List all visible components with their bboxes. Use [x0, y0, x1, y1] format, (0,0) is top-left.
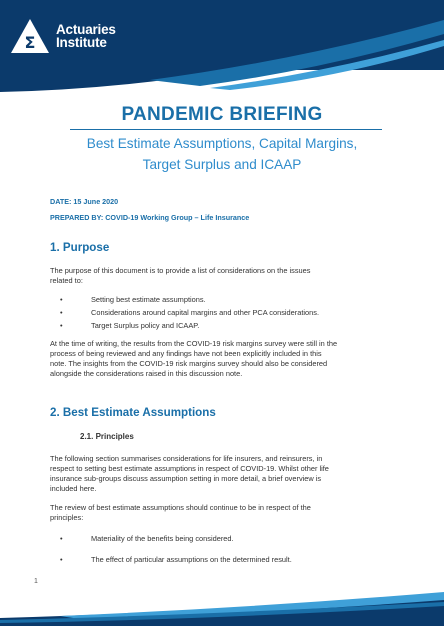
sigma-triangle-icon	[10, 18, 50, 54]
principles-paragraph-1: The following section summarises considerations for life insurers, and reinsurers, in respect to setting best estimate assumptions in respect of COVID-19. Whilst other life insurance sub-groups discuss assumption setting in more detail, a brief overview is included here.	[50, 454, 329, 493]
section-heading-best-estimate: 2. Best Estimate Assumptions	[50, 406, 216, 419]
prepared-by: PREPARED BY: COVID-19 Working Group – Life Insurance	[50, 213, 250, 222]
document-title: PANDEMIC BRIEFING	[121, 104, 323, 125]
footer-banner	[0, 592, 444, 626]
subtitle-line-2: Target Surplus and ICAAP	[142, 157, 302, 172]
svg-text:Σ: Σ	[24, 33, 36, 52]
principles-paragraph-2: The review of best estimate assumptions should continue to be in respect of the principles:	[50, 503, 311, 522]
subsection-heading-principles: 2.1. Principles	[80, 432, 134, 441]
title-divider	[70, 129, 382, 130]
document-date: DATE: 15 June 2020	[50, 197, 119, 206]
subtitle-line-1: Best Estimate Assumptions, Capital Margins,	[86, 136, 358, 151]
brand-line2: Institute	[56, 35, 107, 50]
section-heading-purpose: 1. Purpose	[50, 241, 110, 254]
actuaries-institute-logo	[10, 18, 116, 54]
purpose-intro: The purpose of this document is to provide a list of considerations on the issues related to:	[50, 266, 311, 285]
purpose-note: At the time of writing, the results from the COVID-19 risk margins survey were still in the process of being reviewed and any findings have not been explicitly included in this note. The insights from the COVID-19 risk margins survey should also be considered alongside the considerations raised in this discussion note.	[50, 339, 338, 378]
brand-line1: Actuaries	[56, 22, 116, 37]
page-number: 1	[34, 578, 38, 585]
